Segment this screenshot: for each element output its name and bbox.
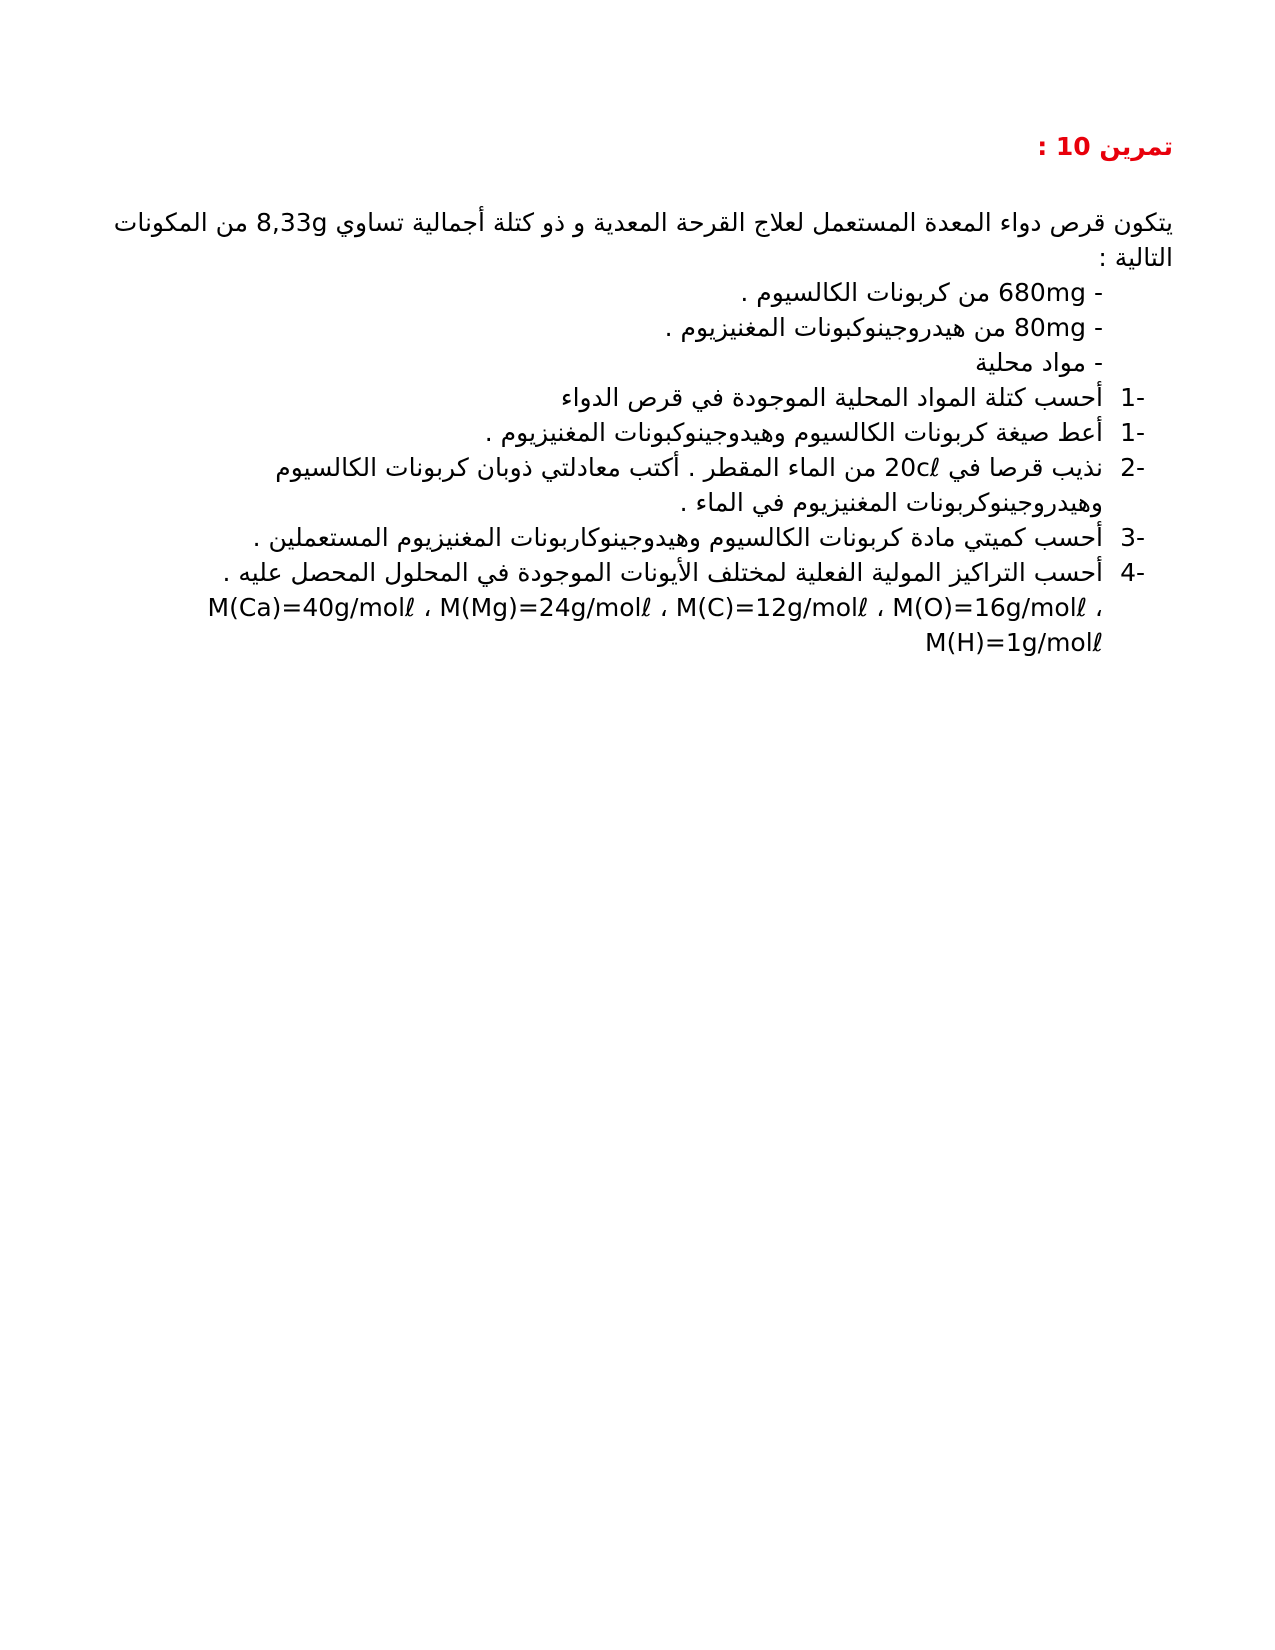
component-item: - مواد محلية xyxy=(974,348,1103,377)
question-item xyxy=(83,450,1145,520)
question-item xyxy=(83,415,1145,450)
question-item xyxy=(83,520,1145,555)
question-text: نذيب قرصا في 20cℓ من الماء المقطر . أكتب معادلتي ذوبان كربونات الكالسيوم وهيدروجينوكربونات المغنيزيوم في الماء . xyxy=(275,453,1103,517)
molar-masses: M(Ca)=40g/molℓ ، M(Mg)=24g/molℓ ، M(C)=12g/molℓ ، M(O)=16g/molℓ ، M(H)=1g/molℓ xyxy=(207,593,1103,657)
question-text: أحسب كتلة المواد المحلية الموجودة في قرص الدواء xyxy=(560,383,1103,412)
component-item: - 680mg من كربونات الكالسيوم . xyxy=(740,278,1103,307)
question-item xyxy=(83,380,1145,415)
question-number: 1- xyxy=(1120,383,1145,412)
question-number: 4- xyxy=(1120,558,1145,587)
question-number: 1- xyxy=(1120,418,1145,447)
question-text: أعط صيغة كربونات الكالسيوم وهيدوجينوكبونات المغنيزيوم . xyxy=(484,418,1103,447)
exercise-title: تمرين 10 : xyxy=(1037,132,1173,161)
question-text: أحسب كميتي مادة كربونات الكالسيوم وهيدوجينوكاربونات المغنيزيوم المستعملين . xyxy=(252,523,1103,552)
question-text: أحسب التراكيز المولية الفعلية لمختلف الأيونات الموجودة في المحلول المحصل عليه . xyxy=(222,558,1103,587)
question-number: 2- xyxy=(1120,453,1145,482)
component-item: - 80mg من هيدروجينوكبونات المغنيزيوم . xyxy=(664,313,1103,342)
question-item xyxy=(83,555,1145,590)
exercise-body xyxy=(83,275,1145,660)
exercise-intro: يتكون قرص دواء المعدة المستعمل لعلاج القرحة المعدية و ذو كتلة أجمالية تساوي 8,33g من المكونات التالية : xyxy=(113,208,1173,272)
question-number: 3- xyxy=(1120,523,1145,552)
